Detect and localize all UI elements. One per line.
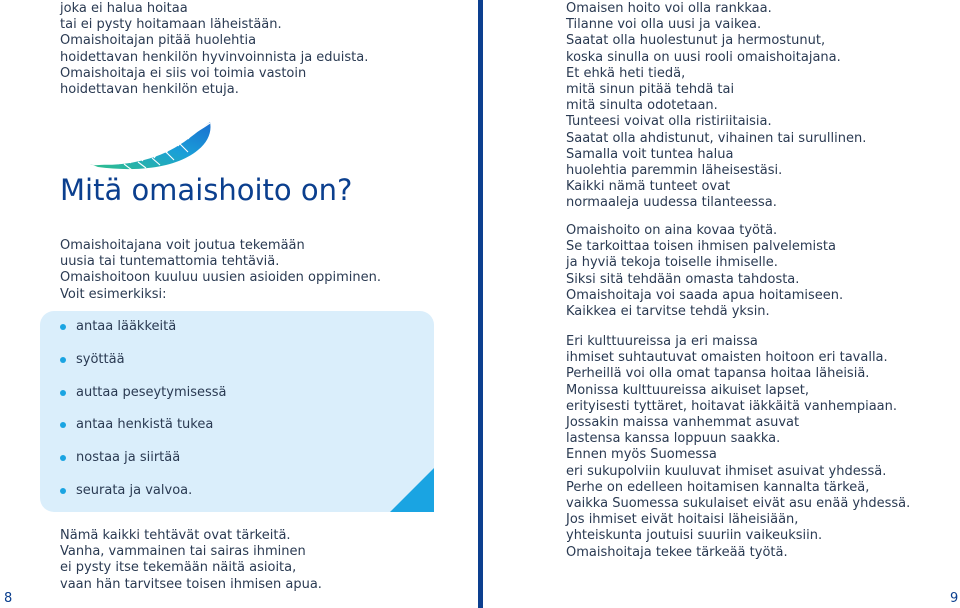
text-line: yhteiskunta joutuisi suuriin vaikeuksiin. [566,528,823,544]
text-line: Omaishoitaja ei siis voi toimia vastoin [60,65,307,81]
text-line: Omaishoitaja tekee tärkeää työtä. [566,544,788,560]
text-line: ihmiset suhtautuvat omaisten hoitoon eri tavalla. [566,350,888,366]
text-line: vaan hän tarvitsee toisen ihmisen apua. [60,576,322,592]
page-number-right: 9 [950,591,959,606]
list-item-label: seurata ja valvoa. [76,482,193,498]
text-line: uusia tai tuntemattomia tehtäviä. [60,254,280,270]
text-line: Ennen myös Suomessa [566,447,717,463]
text-line: Jossakin maissa vanhemmat asuvat [566,415,800,431]
cultures-paragraph [566,334,910,561]
list-item [60,483,227,516]
text-line: lastensa kanssa loppuun saakka. [566,431,781,447]
list-item-label: syöttää [76,351,125,367]
hard-work-paragraph [566,223,843,320]
intro-text [60,1,368,98]
text-line: Samalla voit tuntea halua [566,146,734,162]
corner-triangle-icon [390,468,434,512]
text-line: Perheillä voi olla omat tapansa hoitaa läheisiä. [566,366,870,382]
list-item [60,450,227,483]
text-line: Saatat olla ahdistunut, vihainen tai surullinen. [566,130,867,146]
text-line: hoidettavan henkilön etuja. [60,82,239,98]
text-line: mitä sinulta odotetaan. [566,98,718,114]
list-item [60,319,227,352]
page-number-left: 8 [4,591,13,606]
right-page [480,0,960,608]
text-line: eri sukupolviin kuuluvat ihmiset asuivat yhdessä. [566,463,887,479]
text-line: tai ei pysty hoitamaan läheistään. [60,17,282,33]
text-line: Et ehkä heti tiedä, [566,65,686,81]
text-line: Omaishoitajana voit joutua tekemään [60,238,305,253]
task-list [60,319,227,516]
text-line: mitä sinun pitää tehdä tai [566,82,735,98]
bullet-dot-icon [60,455,66,461]
text-line: Se tarkoittaa toisen ihmisen palvelemista [566,239,836,255]
text-line: Tunteesi voivat olla ristiriitaisia. [566,114,772,130]
list-item [60,352,227,385]
page-heading: Mitä omaishoito on? [60,173,353,207]
feather-icon [88,120,214,172]
text-line: Omaishoitoon kuuluu uusien asioiden oppiminen. [60,270,381,286]
text-line: erityisesti tyttäret, hoitavat iäkkäitä vanhempiaan. [566,398,898,414]
text-line: Nämä kaikki tehtävät ovat tärkeitä. [60,528,291,543]
bullet-dot-icon [60,357,66,363]
list-item-label: antaa henkistä tukea [76,417,214,433]
text-line: Omaishoito on aina kovaa työtä. [566,223,778,238]
text-line: Jos ihmiset eivät hoitaisi läheisiään, [566,512,799,528]
feelings-paragraph [566,1,866,212]
text-line: Kaikkea ei tarvitse tehdä yksin. [566,304,770,320]
text-line: ja hyviä tekoja toiselle ihmiselle. [566,255,778,271]
bullet-dot-icon [60,488,66,494]
text-line: Vanha, vammainen tai sairas ihminen [60,544,306,560]
list-item [60,385,227,418]
bullet-dot-icon [60,390,66,396]
closing-paragraph [60,528,322,593]
list-item [60,417,227,450]
text-line: normaaleja uudessa tilanteessa. [566,195,777,211]
text-line: joka ei halua hoitaa [60,1,188,16]
text-line: hoidettavan henkilön hyvinvoinnista ja eduista. [60,49,369,65]
list-item-label: antaa lääkkeitä [76,319,177,334]
text-line: koska sinulla on uusi rooli omaishoitajana. [566,49,841,65]
list-item-label: nostaa ja siirtää [76,450,181,466]
text-line: Kaikki nämä tunteet ovat [566,179,731,195]
text-line: Voit esimerkiksi: [60,286,167,302]
text-line: Omaishoitaja voi saada apua hoitamiseen. [566,287,844,303]
text-line: Omaisen hoito voi olla rankkaa. [566,1,772,16]
text-line: Siksi sitä tehdään omasta tahdosta. [566,271,800,287]
text-line: huolehtia paremmin läheisestäsi. [566,163,783,179]
text-line: Omaishoitajan pitää huolehtia [60,33,257,49]
text-line: vaikka Suomessa sukulaiset eivät asu enää yhdessä. [566,496,911,512]
list-item-label: auttaa peseytymisessä [76,384,227,400]
bullet-dot-icon [60,422,66,428]
intro-paragraph [60,238,381,303]
text-line: ei pysty itse tekemään näitä asioita, [60,560,297,576]
text-line: Perhe on edelleen hoitamisen kannalta tärkeä, [566,479,870,495]
text-line: Eri kulttuureissa ja eri maissa [566,334,758,349]
bullet-dot-icon [60,324,66,330]
text-line: Saatat olla huolestunut ja hermostunut, [566,33,826,49]
text-line: Tilanne voi olla uusi ja vaikea. [566,17,762,33]
text-line: Monissa kulttuureissa aikuiset lapset, [566,382,810,398]
